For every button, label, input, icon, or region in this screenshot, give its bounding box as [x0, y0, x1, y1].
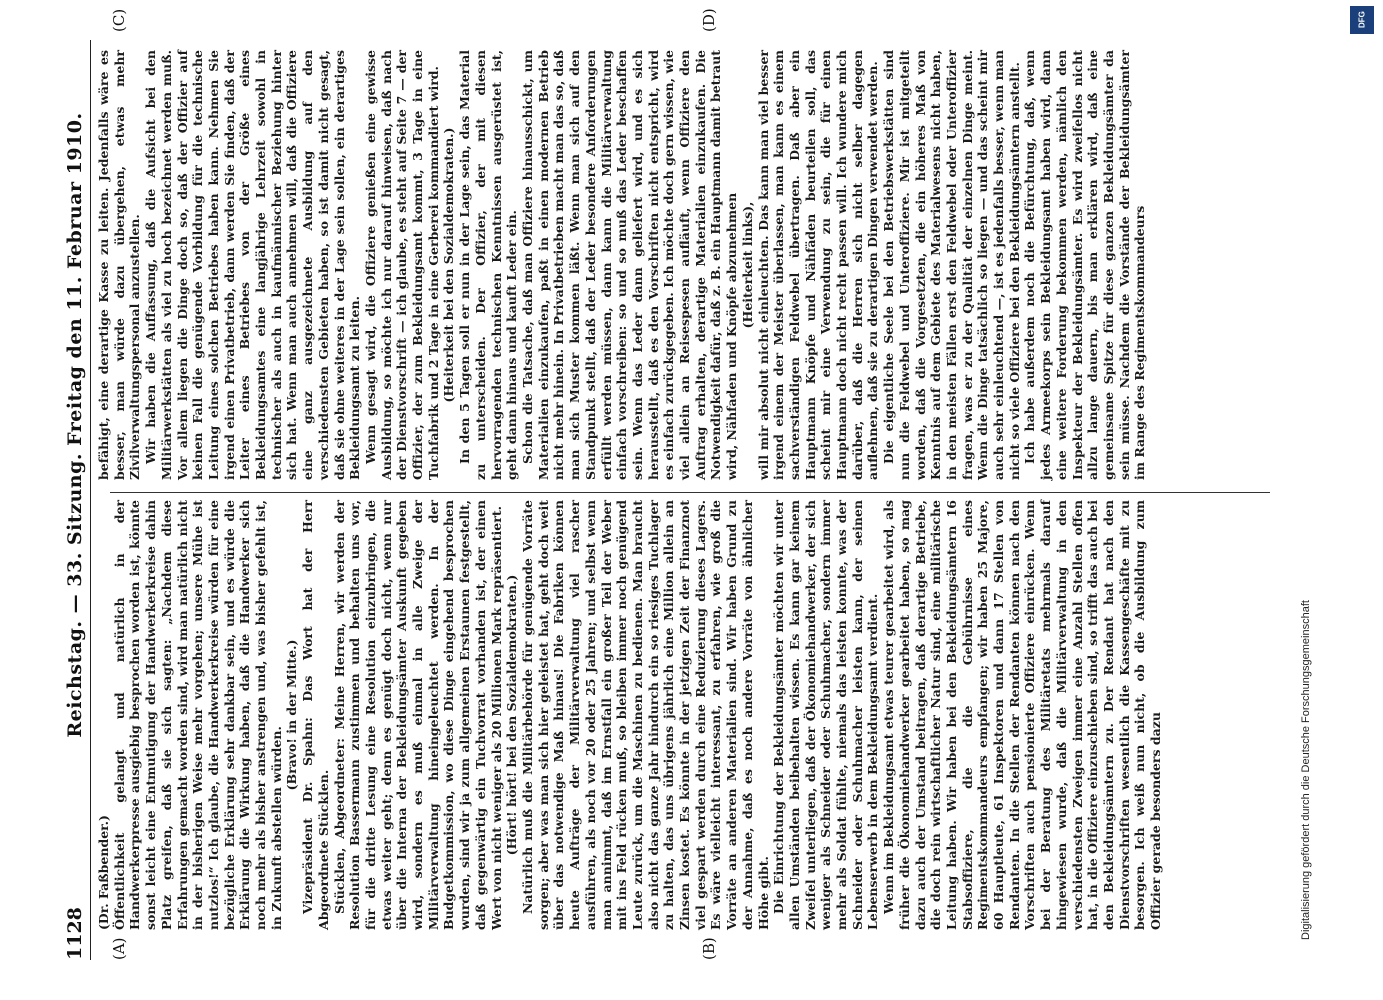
paragraph: Die Einrichtung der Bekleidungsämter möchten wir unter allen Umständen beibehalten wissen. Es kann gar keinem Zweifel unterliegen, daß der Ökonomiehandwerker, der sich weniger als Schneider oder Schuhmacher, sondern immer mehr als Soldat fühlte, niemals das leisten konnte, was der Schneider oder Schuhmacher leisten kann, der seinen Lebenserwerb in dem Bekleidungsamt verdient.	[771, 500, 881, 930]
paragraph: Wenn im Bekleidungsamt etwas teurer gearbeitet wird, als früher die Ökonomiehandwerker gearbeitet haben, so mag dazu auch der Umstand beitragen, daß derartige Betriebe, die doch rein wirtschaftlicher Natur sind, eine militärische Leitung haben. Wir haben bei den Bekleidungsämtern 16 Stabsoffiziere, die die Gebührnisse eines Regimentskommandeurs empfangen; wir haben 25 Majore, 60 Hauptleute, 61 Inspektoren und dann 17 Stellen von Rendanten. In die Stellen der Rendanten können nach den Vorschriften auch pensionierte Offiziere einrücken. Wenn bei der Beratung des Militäretats mehrmals darauf hingewiesen wurde, daß die Militärverwaltung in den verschiedensten Zweigen immer eine Anzahl Stellen offen hat, in die Offiziere einzuschieben sind, so trifft das auch bei den Bekleidungsämtern zu. Der Rendant hat nach den Dienstvorschriften wesentlich die Kassengeschäfte mit zu besorgen. Ich weiß nun nicht, ob die Ausbildung zum Offizier gerade besonders dazu	[881, 500, 1164, 930]
interjection: (Heiterkeit links),	[739, 201, 755, 329]
margin-letter-c: (C)	[110, 8, 128, 32]
page-title: Reichstag. — 33. Sitzung. Freitag den 11. Februar 1910.	[64, 112, 86, 738]
paragraph: will mir absolut nicht einleuchten. Das kann man viel besser irgend einem der Meister überlassen, man kann es einem sachverständigen Feldwebel übertragen. Daß aber ein Hauptmann Knöpfe und Nähfäden beurteilen soll, das scheint mir eine Verwendung zu sein, die für einen Hauptmann doch nicht recht passen will. Ich wundere mich darüber, daß die Herren sich nicht selber dagegen auflehnen, daß sie zu derartigen Dingen verwendet werden.	[755, 50, 881, 480]
interjection: (Heiterkeit bei den Sozialdemokraten.)	[441, 127, 457, 403]
margin-letter-b: (B)	[700, 937, 718, 960]
digitization-credit: Digitalisierung gefördert durch die Deutsche Forschungsgemeinschaft	[1300, 600, 1312, 940]
page-number: 1128	[64, 907, 86, 960]
paragraph: Wenn gesagt wird, die Offiziere genießen eine gewisse Ausbildung, so möchte ich nur darauf hinweisen, daß nach der Dienstvorschrift — ich glaube, es steht auf Seite 7 — der Offizier, der zum Bekleidungsamt kommt, 3 Tage in eine Tuchfabrik und 2 Tage in eine Gerberei kommandiert wird.	[362, 50, 441, 480]
paragraph: Wir haben die Auffassung, daß die Aufsicht bei den Militärwerkstätten als viel zu hoch bezeichnet werden muß. Vor allem liegen die Dinge doch so, daß der Offizier auf keinen Fall die genügende Vorbildung für die technische Leitung eines solchen Betriebes haben kann. Nehmen Sie irgend einen Privatbetrieb, dann werden Sie finden, daß der Leiter eines Betriebes von der Größe eines Bekleidungsamtes eine langjährige Lehrzeit sowohl in technischer als auch in kaufmännischer Beziehung hinter sich hat. Wenn man auch annehmen will, daß die Offiziere eine ganz ausgezeichnete Ausbildung auf den verschiedensten Gebieten haben, so ist damit nicht gesagt, daß sie ohne weiteres in der Lage sein sollen, ein derartiges Bekleidungsamt zu leiten.	[143, 50, 363, 480]
paragraph: Vizepräsident Dr. Spahn: Das Wort hat der Herr Abgeordnete Stücklen.	[300, 500, 331, 930]
column-divider	[110, 492, 1270, 493]
left-column	[96, 500, 1164, 930]
right-column	[96, 50, 1148, 480]
dfg-logo: DFG	[1350, 6, 1374, 34]
paragraph: befähigt, eine derartige Kasse zu leiten. Jedenfalls wäre es besser, man würde dazu übergehen, etwas mehr Zivilverwaltungspersonal anzustellen.	[96, 50, 143, 480]
paragraph: Öffentlichkeit gelangt und natürlich in der Handwerkerpresse ausgiebig besprochen worden ist, könnte sonst leicht eine Entmutigung der Handwerkerkreise dahin Platz greifen, daß sie sich sagten: „Nachdem diese Erfahrungen gemacht worden sind, wird man natürlich nicht in der bisherigen Weise mehr vorgehen; unsere Mühe ist nutzlos!“ Ich glaube, die Handwerkerkreise würden für eine bezügliche Erklärung sehr dankbar sein, und es würde die Erklärung die Wirkung haben, daß die Handwerker sich noch mehr als bisher anstrengen und, was bisher gefehlt ist, in Zukunft abstellen würden.	[111, 500, 284, 930]
speaker-note: (Dr. Faßbender.)	[96, 815, 111, 930]
paragraph: In den 5 Tagen soll er nun in der Lage sein, das Material zu unterscheiden. Der Offizier, der mit diesen hervorragenden technischen Kenntnissen ausgerüstet ist, geht dann hinaus und kauft Leder ein.	[457, 50, 520, 480]
paragraph: Die eigentliche Seele bei den Betriebswerkstätten sind nun die Feldwebel und Unteroffiziere. Mir ist mitgeteilt worden, daß die Vorgesetzten, die ein höheres Maß von Kenntnis auf dem Gebiete des Materialwesens nicht haben, in den meisten Fällen erst den Feldwebel oder Unteroffizier fragen, was er zu der Qualität der einzelnen Dinge meint. Wenn die Dinge tatsächlich so liegen — und das scheint mir auch sehr einleuchtend —, ist es jedenfalls besser, wenn man nicht so viele Offiziere bei den Bekleidungsämtern anstellt.	[881, 50, 1022, 480]
paragraph: Ich habe außerdem noch die Befürchtung, daß, wenn jedes Armeekorps sein Bekleidungsamt haben wird, dann eine weitere Forderung bekommen werden, nämlich den Inspekteur der Bekleidungsämter. Es wird zweifellos nicht allzu lange dauern, bis man erklären wird, daß eine gemeinsame Spitze für diese ganzen Bekleidungsämter da sein müsse. Nachdem die Vorstände der Bekleidungsämter im Range des Regimentskommandeurs	[1022, 50, 1148, 480]
interjection: (Bravo! in der Mitte.)	[284, 639, 300, 791]
paragraph: Stücklen, Abgeordneter: Meine Herren, wir werden der Resolution Bassermann zustimmen und behalten uns vor, für die dritte Lesung eine Resolution einzubringen, die etwas weiter geht; denn es genügt doch nicht, wenn nur über die Interna der Bekleidungsämter Auskunft gegeben wird, sondern es muß einmal in alle Zweige der Militärverwaltung hineingeleuchtet werden. In der Budgetkommission, wo diese Dinge eingehend besprochen wurden, sind wir ja zum allgemeinen Erstaunen festgestellt, daß gegenwärtig ein Tuchvorrat vorhanden ist, der einen Wert von nicht weniger als 20 Millionen Mark repräsentiert.	[331, 500, 504, 930]
interjection: (Hört! hört! bei den Sozialdemokraten.)	[504, 574, 520, 856]
paragraph: Schon die Tatsache, daß man Offiziere hinausschickt, um Materialien einzukaufen, paßt in einen modernen Betrieb nicht mehr hinein. In Privatbetrieben macht man das so, daß man sich Muster kommen läßt. Wenn man sich auf den Standpunkt stellt, daß der Leder besondere Anforderungen erfüllt werden müssen, dann kann die Militärverwaltung einfach vorschreiben: so und so muß das Leder beschaffen sein. Wenn das Leder dann geliefert wird, und es sich herausstellt, daß es den Vorschriften nicht entspricht, wird es einfach zurückgegeben. Ich möchte doch gern wissen, wie viel allein an Reisespesen aufläuft, wenn Offiziere den Auftrag erhalten, derartige Materialien einzukaufen. Die Notwendigkeit dafür, daß z. B. ein Hauptmann damit betraut wird, Nähfaden und Knöpfe abzunehmen	[519, 50, 740, 480]
margin-letter-d: (D)	[700, 8, 718, 32]
page-header	[60, 40, 90, 960]
margin-letter-a: (A)	[110, 937, 128, 960]
header-rule	[90, 40, 91, 960]
paragraph: Natürlich muß die Militärbehörde für genügende Vorräte sorgen; aber was man sich hier geleistet hat, geht doch weit über das notwendige Maß hinaus! Die Fabriken können heute Aufträge der Militärverwaltung viel rascher ausführen, als noch vor 20 oder 25 Jahren; und selbst wenn man annimmt, daß im Ernstfall ein großer Teil der Weber mit ins Feld rücken muß, so bleiben immer noch genügend Leute zurück, um die Maschinen zu bedienen. Man braucht also nicht das ganze Jahr hindurch ein so riesiges Tuchlager zu halten, das uns übrigens jährlich eine Million allein an Zinsen kostet. Es könnte in der jetzigen Zeit der Finanznot viel gespart werden durch eine Reduzierung dieses Lagers. Es wäre vielleicht interessant, zu erfahren, wie groß die Vorräte an anderen Materialien sind. Wir haben Grund zu der Annahme, daß es noch andere Vorräte von ähnlicher Höhe gibt.	[519, 500, 771, 930]
